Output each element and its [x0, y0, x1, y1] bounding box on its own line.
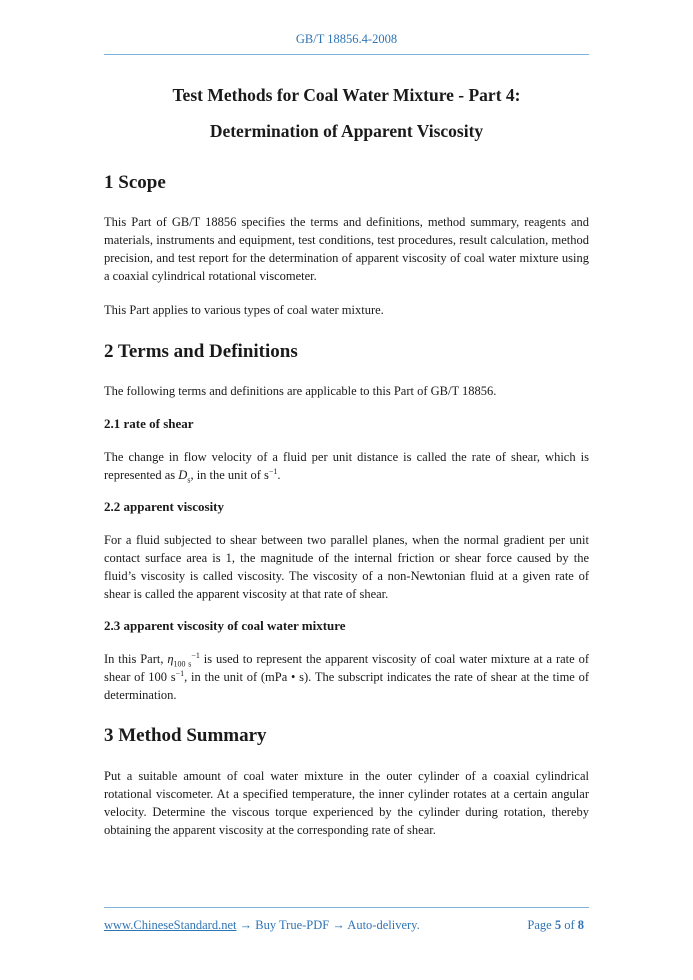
section-1-heading: 1 Scope — [104, 172, 166, 193]
page-indicator: Page 5 of 8 — [527, 918, 584, 932]
section-2-heading: 2 Terms and Definitions — [104, 341, 298, 362]
section-1-paragraph-2: This Part applies to various types of coal water mixture. — [104, 303, 384, 317]
doc-title-line1: Test Methods for Coal Water Mixture - Part 4: — [172, 85, 521, 105]
header-doc-code: GB/T 18856.4-2008 — [295, 32, 398, 46]
definition-2-2-text: For a fluid subjected to shear between two parallel planes, when the normal gradient per unit contact surface area is 1, the magnitude of the internal friction or shear force caused by the fluid’s viscosity is called viscosity. The viscosity of a non-Newtonian fluid at a given rate of shear is called the apparent viscosity at that rate of shear. — [104, 533, 589, 601]
footer-rule — [104, 907, 589, 908]
doc-title-line2: Determination of Apparent Viscosity — [209, 121, 484, 141]
section-1-paragraph: This Part of GB/T 18856 specifies the terms and definitions, method summary, reagents and materials, instruments and equipment, test conditions, test procedures, result calculation, method precision, and test report for the determination of apparent viscosity of coal water mixture using a coaxial cylindrical rotational viscometer. — [104, 215, 589, 283]
section-2-intro: The following terms and definitions are applicable to this Part of GB/T 18856. — [104, 384, 497, 398]
footer-tagline: → Buy True-PDF → Auto-delivery. — [236, 918, 420, 932]
definition-2-1-heading: 2.1 rate of shear — [104, 416, 194, 431]
definition-2-3-heading: 2.3 apparent viscosity of coal water mixture — [104, 618, 346, 633]
footer — [104, 918, 584, 933]
section-3-paragraph: Put a suitable amount of coal water mixture in the outer cylinder of a coaxial cylindrical rotational viscometer. At a specified temperature, the inner cylinder rotates at a certain angular velocity. Determine the viscous torque experienced by the cylinder during rotation, thereby obtaining the apparent viscosity at the corresponding rate of shear. — [104, 769, 589, 837]
website-link[interactable]: www.ChineseStandard.net — [104, 918, 237, 932]
header-rule — [104, 54, 589, 55]
definition-2-3-text: In this Part, $\eta_{100 s}^{-1}$ is used to represent the apparent viscosity of coal water mixture at a rate of shear of 100 $s^{-1}$, in the unit of (mPa • s). The subscript indicates the rate of shear at the time of determination. — [104, 650, 590, 702]
section-3-heading: 3 Method Summary — [104, 725, 267, 746]
definition-2-2-heading: 2.2 apparent viscosity — [104, 499, 225, 514]
definition-2-1-text: The change in flow velocity of a fluid per unit distance is called the rate of shear, which is represented as $D_s$, in the unit of $s^{-1}$. — [104, 450, 589, 485]
